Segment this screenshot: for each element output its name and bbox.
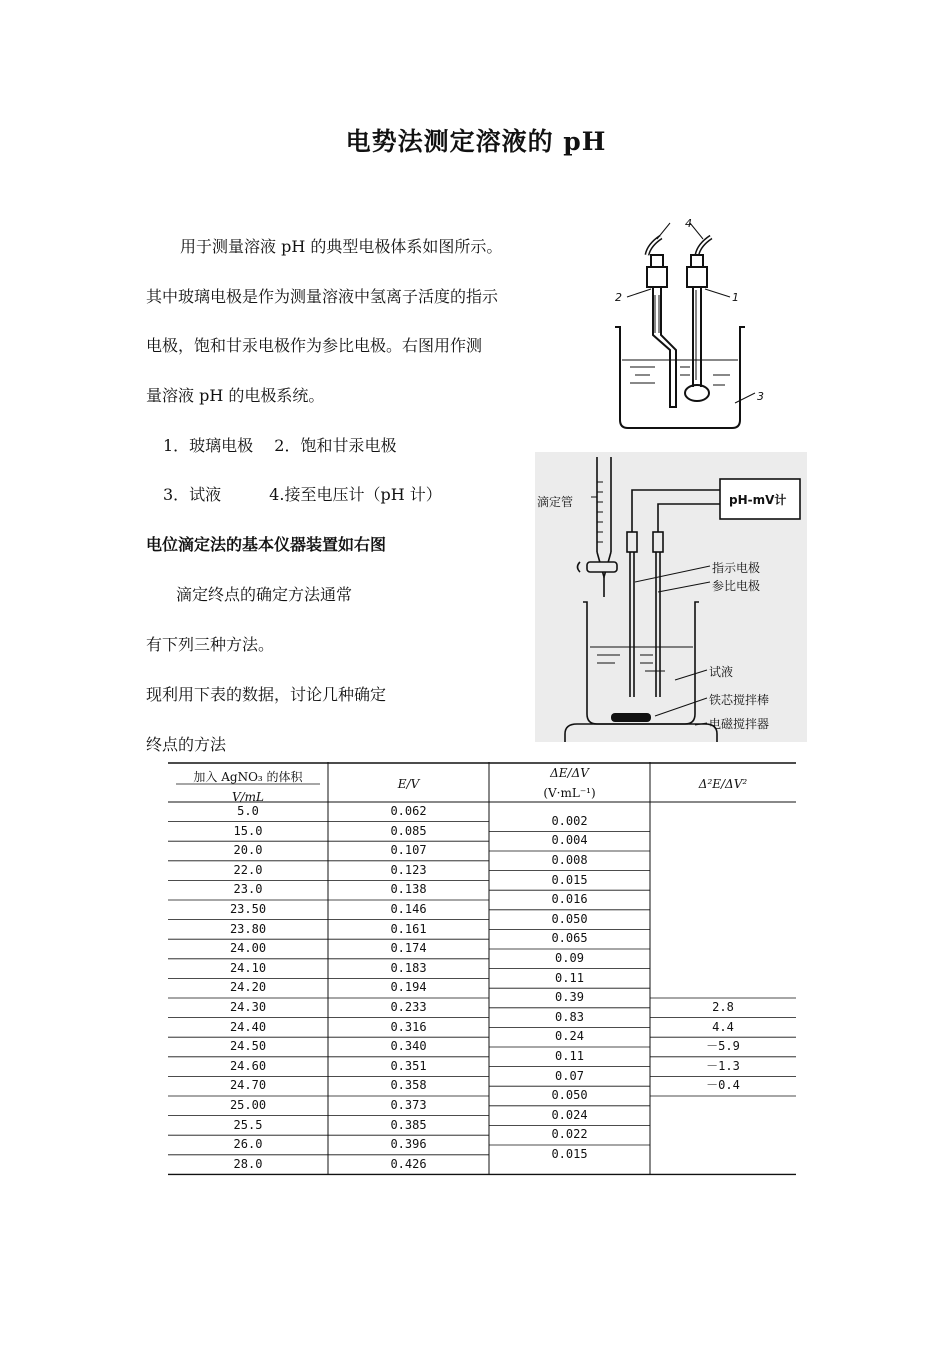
first-derivative-cell: 0.022 (551, 1127, 588, 1142)
potential-cell: 0.161 (390, 921, 427, 936)
potential-cell: 0.183 (390, 960, 427, 975)
volume-cell: 25.00 (229, 1098, 267, 1112)
first-derivative-cell: 0.008 (551, 853, 588, 867)
volume-cell: 24.00 (229, 941, 267, 956)
first-derivative-cell: 0.050 (551, 911, 588, 926)
label-burette: 滴定管 (537, 495, 574, 509)
method-paragraph-line1: 滴定终点的确定方法通常 (176, 585, 353, 604)
first-derivative-cell: 0.11 (555, 1049, 584, 1063)
label-glass-electrode: 1 (732, 291, 739, 304)
potential-cell: 0.233 (390, 1000, 427, 1014)
header-potential: E/V (397, 777, 420, 791)
label-solution: 试液 (709, 665, 734, 679)
titration-data-table (168, 762, 796, 1177)
titration-apparatus-diagram (535, 452, 807, 742)
first-derivative-cell: 0.39 (555, 990, 584, 1005)
potential-cell: 0.373 (390, 1098, 427, 1112)
label-test-solution: 3 (757, 390, 764, 403)
label-calomel-electrode: 2 (615, 291, 622, 304)
first-derivative-cell: 0.83 (555, 1009, 584, 1024)
potential-cell: 0.138 (390, 882, 427, 897)
potential-cell: 0.174 (390, 941, 427, 956)
label-electrode-connector: 4 (685, 217, 692, 230)
potential-cell: 0.426 (390, 1156, 427, 1171)
method-paragraph-line3: 现利用下表的数据，讨论几种确定 (146, 685, 387, 704)
label-indicator-electrode: 指示电极 (712, 561, 761, 575)
first-derivative-cell: 0.015 (551, 1147, 588, 1161)
volume-cell: 24.30 (229, 1000, 267, 1014)
volume-cell: 23.80 (229, 921, 267, 936)
potential-cell: 0.194 (390, 980, 427, 995)
volume-cell: 24.20 (229, 980, 267, 995)
first-derivative-cell: 0.07 (555, 1068, 584, 1083)
first-derivative-cell: 0.024 (551, 1107, 588, 1122)
volume-cell: 24.10 (229, 960, 267, 975)
volume-cell: 28.0 (233, 1156, 263, 1171)
header-second-derivative: Δ²E/ΔV² (698, 777, 748, 791)
label-stir-bar: 铁芯搅拌棒 (709, 693, 770, 707)
potential-cell: 0.062 (390, 804, 427, 818)
intro-paragraph-line1: 用于测量溶液 pH 的典型电极体系如图所示。 (180, 237, 503, 256)
potential-cell: 0.385 (390, 1117, 427, 1132)
second-derivative-cell: 4.4 (712, 1019, 734, 1034)
potential-cell: 0.107 (390, 843, 427, 858)
first-derivative-cell: 0.050 (551, 1088, 588, 1103)
first-derivative-cell: 0.002 (551, 813, 588, 828)
intro-paragraph-line2: 其中玻璃电极是作为测量溶液中氢离子活度的指示 (146, 287, 499, 306)
method-paragraph-line4: 终点的方法 (146, 735, 227, 754)
volume-cell: 5.0 (237, 804, 259, 818)
second-derivative-cell: －1.3 (706, 1058, 740, 1073)
label-ph-meter: pH-mV计 (729, 493, 787, 507)
first-derivative-cell: 0.004 (551, 833, 588, 848)
first-derivative-cell: 0.24 (555, 1029, 584, 1044)
potential-cell: 0.123 (390, 862, 427, 877)
header-first-derivative-unit: (V·mL⁻¹) (543, 786, 596, 800)
volume-cell: 26.0 (233, 1137, 263, 1152)
section-heading: 电位滴定法的基本仪器装置如右图 (146, 535, 387, 554)
volume-cell: 24.60 (229, 1058, 267, 1073)
header-volume: 加入 AgNO₃ 的体积 (193, 770, 303, 784)
figure-legend-line1: 1．玻璃电极 2．饱和甘汞电极 (163, 436, 397, 455)
volume-cell: 23.0 (233, 882, 263, 897)
first-derivative-cell: 0.09 (555, 951, 584, 965)
potential-cell: 0.146 (390, 902, 427, 916)
first-derivative-cell: 0.015 (551, 872, 588, 887)
volume-cell: 20.0 (233, 843, 263, 858)
intro-paragraph-line4: 量溶液 pH 的电极系统。 (146, 386, 325, 405)
potential-cell: 0.085 (390, 823, 427, 838)
second-derivative-cell: －5.9 (706, 1039, 740, 1054)
second-derivative-cell: －0.4 (706, 1078, 740, 1093)
first-derivative-cell: 0.065 (551, 931, 588, 946)
volume-cell: 22.0 (233, 862, 263, 877)
volume-cell: 25.5 (233, 1117, 263, 1132)
first-derivative-cell: 0.016 (551, 892, 588, 907)
potential-cell: 0.351 (390, 1058, 427, 1073)
page-title: 电势法测定溶液的 pH (345, 127, 607, 156)
potential-cell: 0.358 (390, 1078, 427, 1093)
potential-cell: 0.316 (390, 1019, 427, 1034)
first-derivative-cell: 0.11 (555, 970, 584, 985)
volume-cell: 23.50 (229, 902, 267, 916)
label-magnetic-stirrer: 电磁搅拌器 (709, 717, 770, 731)
volume-cell: 24.70 (229, 1078, 267, 1093)
figure-legend-line2: 3．试液 4.接至电压计（pH 计） (163, 485, 442, 504)
label-reference-electrode: 参比电极 (712, 579, 761, 593)
volume-cell: 24.40 (229, 1019, 267, 1034)
potential-cell: 0.396 (390, 1137, 427, 1152)
electrode-system-diagram (595, 215, 765, 435)
header-first-derivative: ΔE/ΔV (550, 766, 589, 780)
header-volume-unit: V/mL (231, 790, 265, 804)
volume-cell: 15.0 (233, 823, 263, 838)
potential-cell: 0.340 (390, 1039, 427, 1054)
method-paragraph-line2: 有下列三种方法。 (146, 635, 275, 654)
volume-cell: 24.50 (229, 1039, 267, 1054)
intro-paragraph-line3: 电极，饱和甘汞电极作为参比电极。右图用作测 (146, 336, 483, 355)
second-derivative-cell: 2.8 (712, 1000, 734, 1014)
